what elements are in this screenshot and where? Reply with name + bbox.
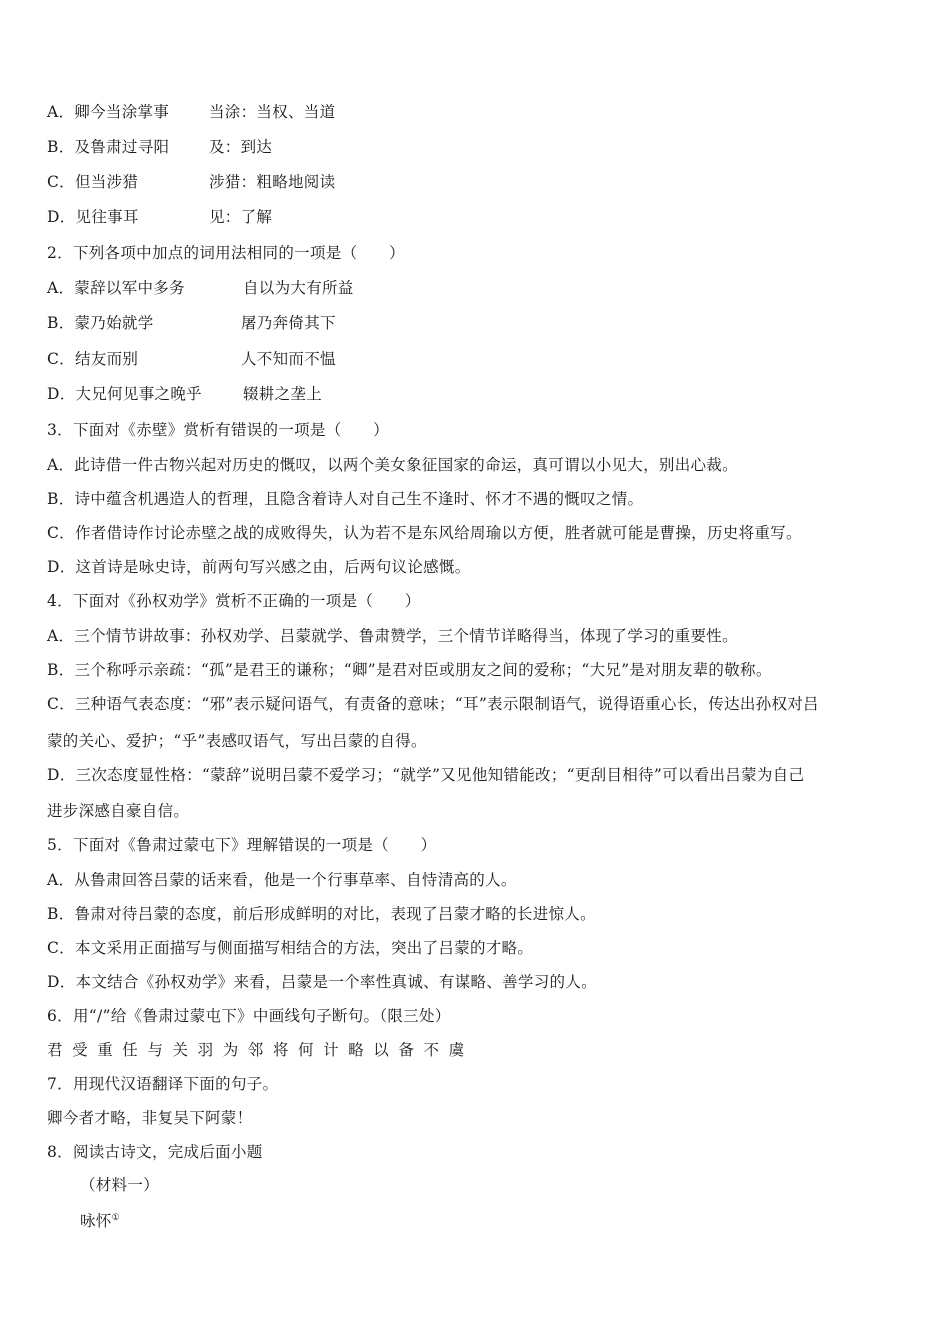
option-text: 但当涉猎: [74, 173, 139, 191]
q5-stem: 5．下面对《鲁肃过蒙屯下》理解错误的一项是（ ）: [47, 836, 437, 854]
q1-option-a: [47, 102, 336, 122]
option-gloss: 涉猎：粗略地阅读: [209, 173, 336, 191]
option-text: 蒙辞以军中多务: [74, 279, 185, 297]
option-label: D．: [47, 385, 76, 403]
option-text: 卿今当涂掌事: [74, 103, 170, 121]
option-label: B．: [47, 138, 75, 156]
q2-option-a: [47, 278, 354, 298]
q5-option-b: B．鲁肃对待吕蒙的态度，前后形成鲜明的对比，表现了吕蒙才略的长进惊人。: [47, 905, 596, 923]
option-label: A．: [47, 279, 75, 297]
option-compare: 辍耕之垄上: [243, 385, 323, 403]
q8-stem: 8．阅读古诗文，完成后面小题: [47, 1143, 263, 1161]
q4-option-c: C．三种语气表态度：“邪”表示疑问语气，有责备的意味；“耳”表示限制语气，说得语重心长，传达出孙权对吕: [47, 695, 819, 713]
option-gloss: 见：了解: [209, 208, 273, 226]
option-gloss: 当涂：当权、当道: [209, 103, 336, 121]
q6-sentence: 君受重任与关羽为邻将何计略以备不虞: [47, 1041, 474, 1059]
q3-option-a: A．此诗借一件古物兴起对历史的慨叹，以两个美女象征国家的命运，真可谓以小见大，别出心裁。: [47, 456, 738, 474]
material-heading: （材料一）: [80, 1176, 160, 1194]
option-label: C．: [47, 350, 75, 368]
q5-option-c: C．本文采用正面描写与侧面描写相结合的方法，突出了吕蒙的才略。: [47, 939, 534, 957]
option-label: B．: [47, 314, 75, 332]
q1-option-c: [47, 172, 336, 192]
option-text: 大兄何见事之晚乎: [75, 385, 202, 403]
q4-stem: 4．下面对《孙权劝学》赏析不正确的一项是（ ）: [47, 592, 421, 610]
q5-option-d: D．本文结合《孙权劝学》来看，吕蒙是一个率性真诚、有谋略、善学习的人。: [47, 973, 597, 991]
q3-option-b: B．诗中蕴含机遇造人的哲理，且隐含着诗人对自己生不逢时、怀才不遇的慨叹之情。: [47, 490, 644, 508]
q5-option-a: A．从鲁肃回答吕蒙的话来看，他是一个行事草率、自恃清高的人。: [47, 871, 517, 889]
q4-option-a: A．三个情节讲故事：孙权劝学、吕蒙就学、鲁肃赞学，三个情节详略得当，体现了学习的重要性。: [47, 627, 738, 645]
q6-stem: 6．用“/”给《鲁肃过蒙屯下》中画线句子断句。（限三处）: [47, 1007, 451, 1025]
q1-option-d: [47, 207, 273, 227]
q7-stem: 7．用现代汉语翻译下面的句子。: [47, 1075, 279, 1093]
option-text: 见往事耳: [75, 208, 139, 226]
option-text: 结友而别: [74, 350, 139, 368]
q4-option-d-cont: 进步深感自豪自信。: [47, 802, 190, 820]
q3-option-d: D．这首诗是咏史诗，前两句写兴感之由，后两句议论感慨。: [47, 558, 471, 576]
footnote-marker: ①: [111, 1213, 120, 1223]
option-compare: 屠乃奔倚其下: [241, 314, 336, 332]
q4-option-b: B．三个称呼示亲疏：“孤”是君王的谦称；“卿”是君对臣或朋友之间的爱称；“大兄”是对朋友辈的敬称。: [47, 661, 772, 679]
q2-option-d: [47, 384, 323, 404]
q3-option-c: C．作者借诗作讨论赤壁之战的成败得失，认为若不是东风给周瑜以方便，胜者就可能是曹操，历史将重写。: [47, 524, 802, 542]
poem-title-text: 咏怀: [80, 1212, 112, 1230]
option-gloss: 及：到达: [209, 138, 273, 156]
q2-stem: 2．下列各项中加点的词用法相同的一项是（ ）: [47, 244, 405, 262]
option-label: A．: [47, 103, 75, 121]
option-label: C．: [47, 173, 75, 191]
q4-option-d: D．三次态度显性格：“蒙辞”说明吕蒙不爱学习；“就学”又见他知错能改；“更刮目相待”可以看出吕蒙为自己: [47, 766, 805, 784]
option-text: 蒙乃始就学: [74, 314, 154, 332]
q7-sentence: 卿今者才略，非复吴下阿蒙！: [47, 1109, 253, 1127]
option-compare: 人不知而不愠: [241, 350, 336, 368]
poem-title: [80, 1208, 120, 1231]
q1-option-b: [47, 137, 273, 157]
q2-option-b: [47, 313, 336, 333]
q3-stem: 3．下面对《赤壁》赏析有错误的一项是（ ）: [47, 421, 389, 439]
q4-option-c-cont: 蒙的关心、爱护；“乎”表感叹语气，写出吕蒙的自得。: [47, 732, 427, 750]
q2-option-c: [47, 349, 336, 369]
option-label: D．: [47, 208, 76, 226]
option-text: 及鲁肃过寻阳: [74, 138, 170, 156]
option-compare: 自以为大有所益: [243, 279, 354, 297]
